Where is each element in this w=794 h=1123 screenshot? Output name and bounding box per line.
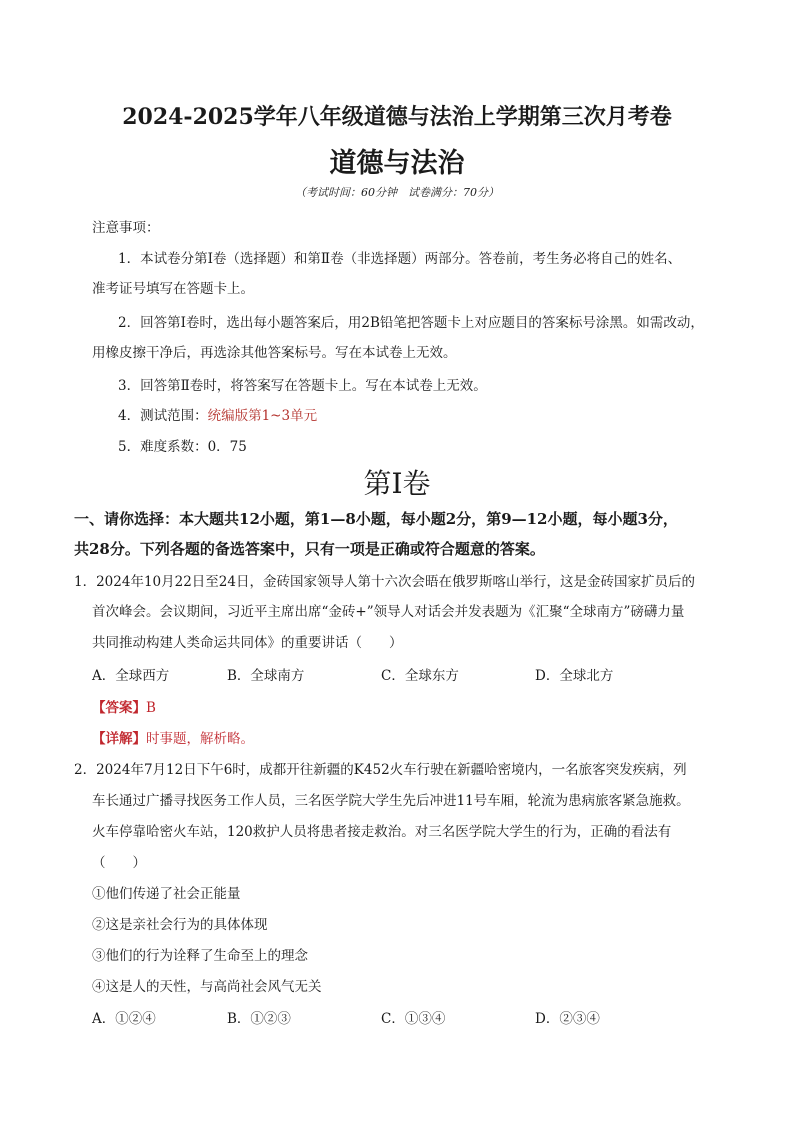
subject-title: 道德与法治 (329, 148, 465, 179)
note-line: 2．回答第Ⅰ卷时，选出每小题答案后，用2B铅笔把答题卡上对应题目的答案标号涂黑。如需改动， (118, 315, 704, 331)
part-title: 第Ⅰ卷 (363, 467, 431, 500)
option-a: A．全球西方 (92, 668, 170, 684)
detail-label: 【详解】 (92, 731, 146, 747)
option-b: B．全球南方 (227, 668, 305, 684)
question-line: 火车停靠哈密火车站，120救护人员将患者接走救治。对三名医学院大学生的行为，正确的看法有 (92, 824, 672, 840)
exam-info: （考试时间：60分钟 试卷满分：70分） (295, 186, 499, 199)
option-d: D．全球北方 (535, 668, 614, 684)
option-c: C．①③④ (381, 1011, 446, 1027)
note-scope (118, 404, 317, 424)
question-line: （ ） (92, 855, 146, 871)
option-b: B．①②③ (227, 1011, 291, 1027)
option-d: D．②③④ (535, 1011, 600, 1027)
answer (92, 696, 156, 716)
detail (92, 727, 254, 747)
option-c: C．全球东方 (381, 668, 459, 684)
note-difficulty: 5．难度系数：0．75 (118, 439, 247, 455)
statement: ④这是人的天性，与高尚社会风气无关 (92, 979, 322, 995)
question-line: 车长通过广播寻找医务工作人员，三名医学院大学生先后冲进11号车厢，轮流为患病旅客紧急施救。 (92, 793, 690, 809)
answer-label: 【答案】 (92, 700, 146, 716)
question-line: 首次峰会。会议期间，习近平主席出席“金砖+”领导人对话会并发表题为《汇聚“全球南方”磅礴力量 (92, 604, 685, 620)
note-line: 3．回答第Ⅱ卷时，将答案写在答题卡上。写在本试卷上无效。 (118, 378, 487, 394)
question-line: 1．2024年10月22日至24日，金砖国家领导人第十六次会晤在俄罗斯喀山举行，这是金砖国家扩员后的 (74, 574, 695, 590)
question-line: 2．2024年7月12日下午6时，成都开往新疆的K452火车行驶在新疆哈密境内，一名旅客突发疾病，列 (74, 762, 687, 778)
statement: ②这是亲社会行为的具体体现 (92, 917, 268, 933)
exam-title: 2024-2025学年八年级道德与法治上学期第三次月考卷 (122, 104, 672, 130)
note-scope-value: 统编版第1~3单元 (207, 408, 318, 424)
note-scope-label: 4．测试范围： (118, 408, 208, 424)
question-line: 共同推动构建人类命运共同体》的重要讲话（ ） (92, 635, 403, 651)
answer-value: B (146, 700, 156, 716)
section-instruction: 共28分。下列各题的备选答案中，只有一项是正确或符合题意的答案。 (74, 540, 545, 558)
note-line: 用橡皮擦干净后，再选涂其他答案标号。写在本试卷上无效。 (92, 345, 457, 361)
note-line: 准考证号填写在答题卡上。 (92, 281, 254, 297)
option-a: A．①②④ (92, 1011, 156, 1027)
statement: ①他们传递了社会正能量 (92, 886, 241, 902)
statement: ③他们的行为诠释了生命至上的理念 (92, 948, 308, 964)
section-instruction: 一、请你选择：本大题共12小题，第1—8小题，每小题2分，第9—12小题，每小题3分， (74, 510, 678, 528)
detail-value: 时事题，解析略。 (146, 731, 254, 747)
notes-heading: 注意事项： (92, 220, 160, 236)
note-line: 1．本试卷分第Ⅰ卷（选择题）和第Ⅱ卷（非选择题）两部分。答卷前，考生务必将自己的姓名、 (118, 251, 682, 267)
